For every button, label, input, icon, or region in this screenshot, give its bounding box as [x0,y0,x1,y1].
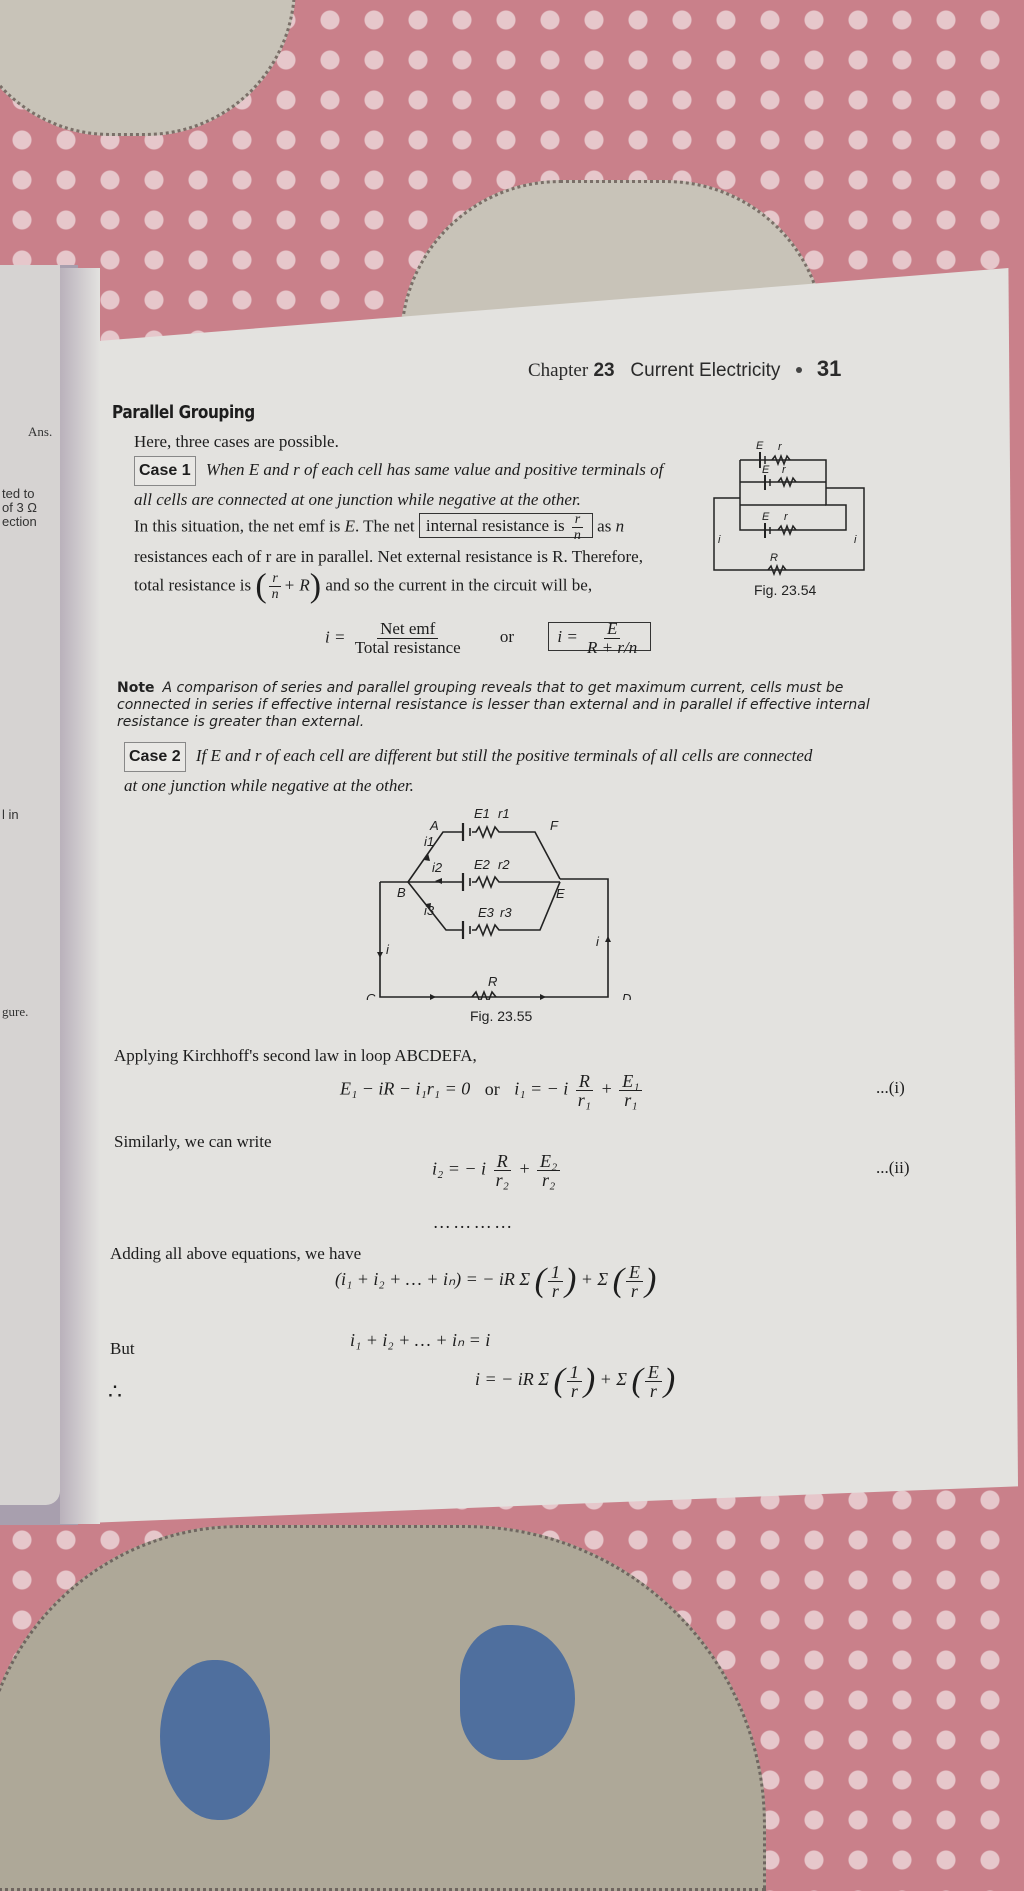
kirchhoff-intro: Applying Kirchhoff's second law in loop ABCDEFA, [114,1046,477,1065]
svg-text:i1: i1 [424,834,435,849]
figure-23-55 [360,800,650,1030]
note-block [117,680,897,731]
svg-text:i2: i2 [432,860,443,875]
svg-text:B: B [397,885,406,900]
case1-paragraph: In this situation, the net emf is E. The net internal resistance is $\frac{r}{n}$ as n resistances each of r are in parallel. Net external resistance is R. Therefore, total resistance is ( $\frac{r}{n}$ + R) and so the current in the circuit will be, [134,512,643,605]
similarly-text: Similarly, we can write [114,1132,272,1151]
svg-text:r: r [784,511,788,523]
left-page-text: l in [2,807,19,822]
svg-text:E2: E2 [474,857,490,872]
svg-text:R: R [488,974,498,989]
case1-label: Case 1 [134,456,196,486]
but-label: But [110,1339,135,1358]
running-header [528,356,841,382]
chapter-number: 23 [593,360,615,381]
case1-statement: Case 1 When E and r of each cell has same value and positive terminals of all cells are connected at one junction while negative at the other. [134,456,734,514]
left-page-text: ection [2,514,37,529]
svg-text:A: A [430,818,439,833]
svg-text:r1: r1 [498,806,510,821]
svg-text:E3: E3 [478,905,494,920]
svg-text:E: E [556,886,565,901]
svg-text:E: E [762,511,770,523]
left-page-text: Ans. [28,424,53,439]
svg-text:E: E [762,464,770,476]
svg-text:i3: i3 [424,903,435,918]
left-page-text: of 3 Ω [2,500,38,515]
svg-text:i: i [596,934,599,949]
svg-text:r2: r2 [498,857,510,872]
parallel-cells-circuit-diagram [712,440,872,580]
equation-sum: (i₁ + i₂ + … + iₙ) = − iR Σ ( $\frac{1}{r}$ ) + Σ ( $\frac{E}{r}$ ) [335,1261,657,1301]
current-formula: i = $\frac{\text{Net emf}}{\text{Total resistance}}$ or i = $\frac{E}{R + r/n}$ [325,620,651,657]
case2-statement: Case 2 If E and r of each cell are different but still the positive terminals of all cells are connected at one junction while negative at the other. [124,742,904,800]
left-page-text: gure. [2,1004,29,1019]
svg-text:R: R [770,552,778,564]
chapter-label: Chapter [528,360,589,381]
equation-sum-currents: i₁ + i₂ + … + iₙ = i [350,1330,491,1350]
note-label: Note [117,680,155,696]
svg-text:i: i [854,534,857,546]
left-page-text: ted to [2,486,35,501]
equation-final: i = − iR Σ ( $\frac{1}{r}$ ) + Σ ( $\frac{E}{r}$ ) [475,1361,676,1401]
page-number: 31 [816,356,842,381]
figure-caption: Fig. 23.55 [470,1008,533,1024]
section-title: Parallel Grouping [112,402,255,423]
figure-23-54 [712,440,872,600]
boxed-formula: i = $\frac{E}{R + r/n}$ [548,622,651,651]
kirchhoff-loop-circuit-diagram [360,800,650,1000]
case2-label: Case 2 [124,742,186,772]
intro-text: Here, three cases are possible. [134,432,339,451]
adding-text: Adding all above equations, we have [110,1244,362,1263]
svg-text:r: r [782,464,786,476]
equation-ii: i₂ = − i $\frac{R}{\text{r₂}}$ + $\frac{\text{E₂}}{\text{r₂}}$ [432,1152,562,1189]
bullet-separator-icon [796,367,802,373]
therefore-symbol: ∴ [108,1379,122,1404]
highlighted-box: internal resistance is $\frac{r}{n}$ [419,513,593,538]
svg-text:E: E [756,440,764,452]
svg-text:C: C [366,991,376,1000]
equation-i: E₁ − iR − i₁r₁ = 0 or i₁ = − i $\frac{R}{\text{r₁}}$ + $\frac{\text{E₁}}{\text{r₁}}$ [340,1072,644,1109]
svg-text:r: r [778,441,782,453]
svg-text:r3: r3 [500,905,512,920]
figure-caption: Fig. 23.54 [754,582,817,598]
svg-text:E1: E1 [474,806,490,821]
svg-text:F: F [550,818,558,833]
note-text: A comparison of series and parallel grouping reveals that to get maximum current, cells must be connected in series if effective internal resistance is lesser than external and in parallel if effective internal resistance is greater than external. [117,680,870,730]
chapter-title: Current Electricity [630,360,781,381]
equation-label: ...(ii) [876,1158,910,1177]
equation-label: ...(i) [876,1078,905,1097]
svg-text:D: D [622,991,632,1000]
svg-text:i: i [386,942,389,957]
svg-text:i: i [718,534,721,546]
ellipsis-row: … … … … [434,1212,512,1232]
